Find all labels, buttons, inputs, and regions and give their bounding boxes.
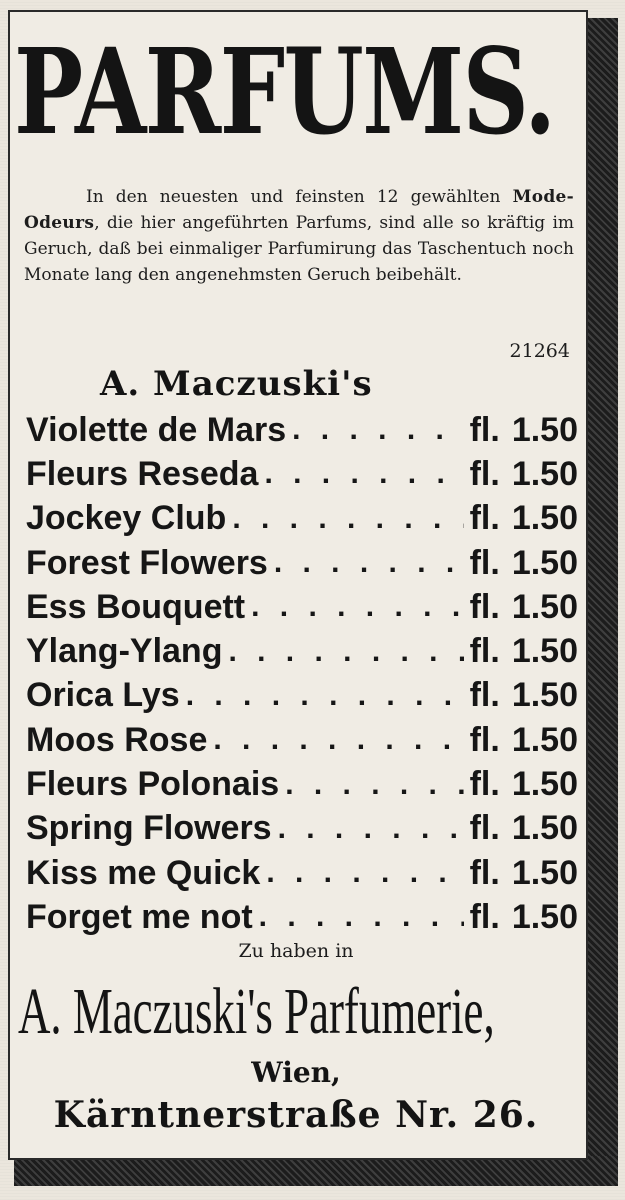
leader-dots xyxy=(232,502,463,536)
perfume-price: 1.50 xyxy=(511,543,578,582)
price-row xyxy=(26,674,578,718)
leader-dots xyxy=(264,457,463,491)
perfume-price: 1.50 xyxy=(511,454,578,493)
border-shadow-right xyxy=(584,18,618,1184)
price-row xyxy=(26,807,578,851)
leader-dots xyxy=(285,768,463,802)
leader-dots xyxy=(266,856,463,890)
perfume-name: Ess Bouquett xyxy=(26,587,246,626)
perfume-price: 1.50 xyxy=(511,853,578,892)
brand-heading: A. Maczuski's xyxy=(100,364,373,404)
currency-label: fl. xyxy=(469,809,500,848)
currency-label: fl. xyxy=(469,543,500,582)
perfume-price: 1.50 xyxy=(511,720,578,759)
price-row xyxy=(26,851,578,895)
price-row xyxy=(26,585,578,629)
perfume-name: Kiss me Quick xyxy=(26,853,261,892)
leader-dots xyxy=(228,635,463,669)
ad-title: PARFUMS. xyxy=(14,22,555,161)
perfume-price: 1.50 xyxy=(511,809,578,848)
price-row xyxy=(26,408,578,452)
price-row xyxy=(26,497,578,541)
shop-name: A. Maczuski's Parfumerie, xyxy=(18,975,495,1048)
currency-label: fl. xyxy=(469,676,500,715)
perfume-name: Violette de Mars xyxy=(26,410,287,449)
city-name: Wien, xyxy=(251,1056,341,1089)
currency-label: fl. xyxy=(469,853,500,892)
currency-label: fl. xyxy=(469,410,500,449)
price-row xyxy=(26,895,578,939)
price-row xyxy=(26,718,578,762)
available-at-label: Zu haben in xyxy=(238,940,354,962)
price-row xyxy=(26,629,578,673)
leader-dots xyxy=(213,723,463,757)
intro-lead: In den neuesten und feinsten 12 gewählten xyxy=(86,187,501,207)
border-shadow-bottom xyxy=(14,1156,618,1186)
perfume-name: Fleurs Reseda xyxy=(26,454,259,493)
leader-dots xyxy=(186,679,464,713)
currency-label: fl. xyxy=(469,765,500,804)
perfume-name: Spring Flowers xyxy=(26,809,272,848)
intro-rest: , die hier angeführten Parfums, sind alle so kräftig im Geruch, daß bei einmaliger Parfumirung das Taschentuch noch Monate lang den angenehmsten Geruch beibehält. xyxy=(24,213,574,285)
shop-address: Kärntnerstraße Nr. 26. xyxy=(53,1094,539,1136)
perfume-price: 1.50 xyxy=(511,897,578,936)
perfume-price: 1.50 xyxy=(511,499,578,538)
leader-dots xyxy=(251,590,463,624)
perfume-name: Ylang-Ylang xyxy=(26,632,223,671)
perfume-name: Moos Rose xyxy=(26,720,208,759)
currency-label: fl. xyxy=(469,897,500,936)
perfume-name: Forest Flowers xyxy=(26,543,268,582)
perfume-price: 1.50 xyxy=(511,587,578,626)
leader-dots xyxy=(278,812,464,846)
intro-paragraph xyxy=(24,184,574,288)
perfume-price: 1.50 xyxy=(511,632,578,671)
currency-label: fl. xyxy=(469,587,500,626)
perfume-name: Orica Lys xyxy=(26,676,180,715)
price-row xyxy=(26,762,578,806)
ad-reference-number: 21264 xyxy=(509,340,570,362)
currency-label: fl. xyxy=(469,499,500,538)
leader-dots xyxy=(274,546,464,580)
leader-dots xyxy=(292,413,463,447)
currency-label: fl. xyxy=(469,632,500,671)
price-row xyxy=(26,541,578,585)
currency-label: fl. xyxy=(469,454,500,493)
perfume-price: 1.50 xyxy=(511,410,578,449)
currency-label: fl. xyxy=(469,720,500,759)
perfume-name: Forget me not xyxy=(26,897,253,936)
leader-dots xyxy=(259,900,464,934)
price-row xyxy=(26,452,578,496)
perfume-name: Jockey Club xyxy=(26,499,227,538)
perfume-name: Fleurs Polonais xyxy=(26,765,280,804)
intro-emphasis: Mode-Odeurs xyxy=(24,187,574,233)
price-list xyxy=(26,408,578,940)
perfume-price: 1.50 xyxy=(511,765,578,804)
perfume-price: 1.50 xyxy=(511,676,578,715)
